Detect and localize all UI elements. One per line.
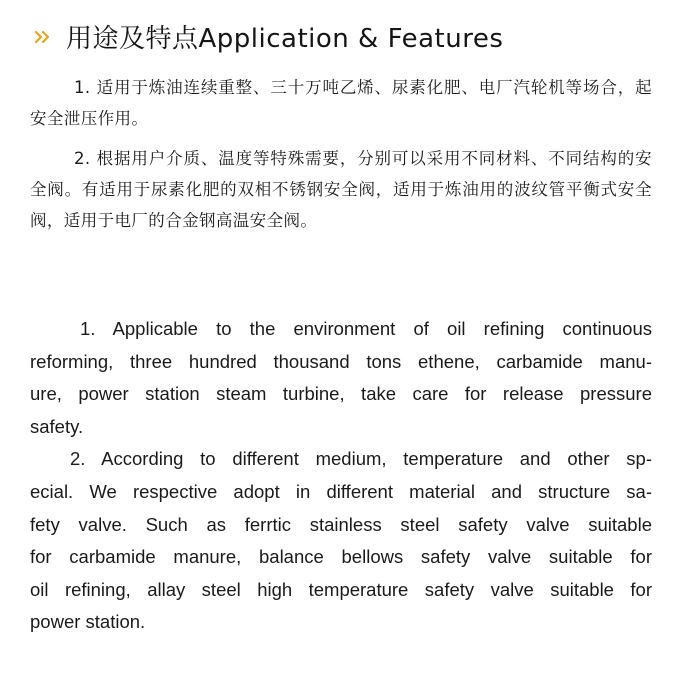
chinese-text-block	[30, 72, 652, 245]
english-paragraph-2-line: 2. According to different medium, temperature and other sp-	[70, 448, 652, 470]
english-paragraph-1-line: reforming, three hundred thousand tons ethene, carbamide manu-	[30, 350, 652, 372]
chinese-paragraph-1: 1. 适用于炼油连续重整、三十万吨乙烯、尿素化肥、电厂汽轮机等场合，起安全泄压作用。	[30, 78, 652, 128]
english-paragraph-2-line: power station.	[30, 611, 146, 633]
english-paragraph-1-line: 1. Applicable to the environment of oil refining continuous	[80, 318, 652, 339]
english-paragraph-2-line: ecial. We respective adopt in different material and structure sa-	[30, 480, 652, 502]
english-text-block	[30, 313, 652, 639]
english-paragraph-2	[30, 443, 652, 639]
english-paragraph-1	[30, 313, 652, 443]
english-paragraph-1-line: safety.	[30, 415, 84, 437]
chinese-paragraph-2: 2. 根据用户介质、温度等特殊需要，分别可以采用不同材料、不同结构的安全阀。有适用于尿素化肥的双相不锈钢安全阀，适用于炼油用的波纹管平衡式安全阀，适用于电厂的合金钢高温安全阀。	[30, 149, 652, 230]
double-chevron-right-icon	[32, 25, 56, 49]
english-paragraph-1-line: ure, power station steam turbine, take care for release pressure	[30, 383, 652, 405]
english-paragraph-2-line: fety valve. Such as ferrtic stainless steel safety valve suitable	[30, 513, 652, 535]
section-title: 用途及特点Application & Features	[66, 24, 504, 54]
section-heading	[32, 18, 503, 55]
english-paragraph-2-line: for carbamide manure, balance bellows safety valve suitable for	[30, 546, 652, 568]
english-paragraph-2-line: oil refining, allay steel high temperature safety valve suitable for	[30, 578, 652, 600]
